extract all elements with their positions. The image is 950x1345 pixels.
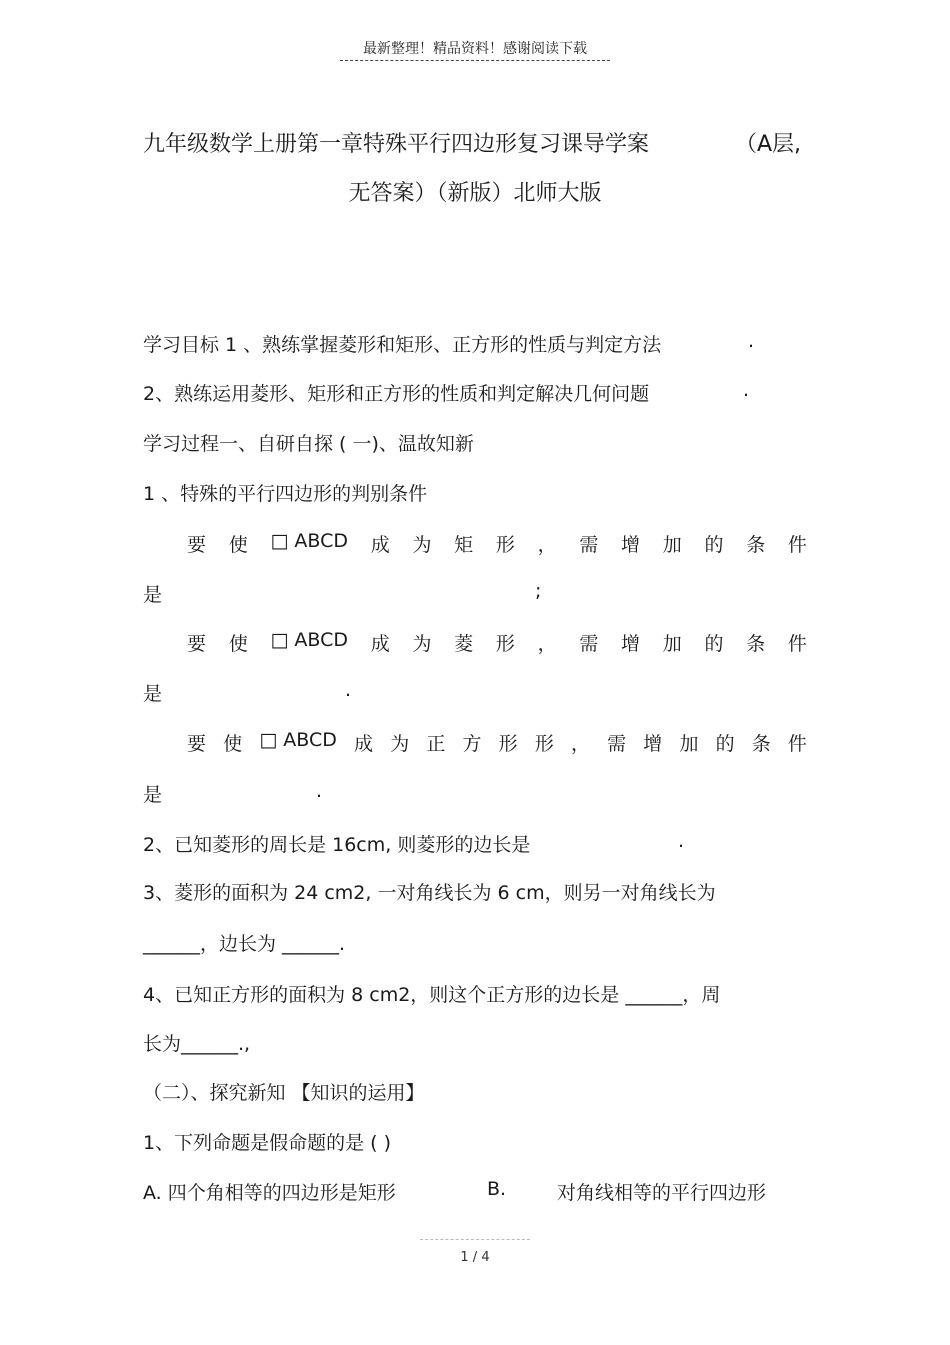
question-4: 4、已知正方形的面积为 8 cm2，则这个正方形的边长是 ______，周 bbox=[143, 984, 721, 1006]
goal-2-end: . bbox=[743, 379, 750, 401]
doc-title-line2: 无答案）（新版）北师大版 bbox=[348, 181, 602, 206]
goal-1: 学习目标 1 、熟练掌握菱形和矩形、正方形的性质与判定方法 bbox=[143, 334, 662, 356]
goal-2: 2、熟练运用菱形、矩形和正方形的性质和判定解决几何问题 bbox=[143, 383, 650, 405]
footer-divider bbox=[420, 1239, 530, 1240]
rect-condition-line: 要 使 □ ABCD 成 为 矩 形 ， 需 增 加 的 条 件 bbox=[187, 530, 807, 556]
item-1-heading: 1 、特殊的平行四边形的判别条件 bbox=[143, 483, 428, 505]
doc-title-line1: 九年级数学上册第一章特殊平行四边形复习课导学案 bbox=[143, 132, 650, 157]
page-number: 1 / 4 bbox=[460, 1250, 490, 1265]
question-3-blanks: ______，边长为 ______. bbox=[143, 933, 346, 955]
section-2-heading: （二）、探究新知 【知识的运用】 bbox=[143, 1082, 425, 1104]
mc-question-1: 1、下列命题是假命题的是 ( ) bbox=[143, 1132, 391, 1154]
goal-1-end: . bbox=[748, 330, 755, 352]
rhombus-condition-end: . bbox=[345, 679, 352, 701]
option-b-label: B. bbox=[487, 1178, 507, 1200]
square-condition-line: 要 使 □ ABCD 成 为 正 方 形 形 ， 需 增 加 的 条 件 bbox=[187, 729, 807, 755]
option-a: A. 四个角相等的四边形是矩形 bbox=[143, 1182, 396, 1204]
question-2: 2、已知菱形的周长是 16cm, 则菱形的边长是 bbox=[143, 834, 531, 856]
header-divider bbox=[340, 60, 610, 61]
rhombus-condition-line: 要 使 □ ABCD 成 为 菱 形 ， 需 增 加 的 条 件 bbox=[187, 629, 807, 655]
option-b-text: 对角线相等的平行四边形 bbox=[557, 1182, 767, 1204]
process-heading: 学习过程一、自研自探 ( 一)、温故知新 bbox=[143, 433, 474, 455]
question-4-cont: 长为______., bbox=[143, 1033, 251, 1055]
square-condition-end: . bbox=[316, 780, 323, 802]
page-header-banner: 最新整理！精品资料！感谢阅读下载 bbox=[363, 41, 587, 57]
rhombus-condition-is: 是 bbox=[143, 683, 163, 705]
rect-condition-end: ; bbox=[535, 580, 542, 602]
square-condition-is: 是 bbox=[143, 784, 163, 806]
question-3: 3、菱形的面积为 24 cm2, 一对角线长为 6 cm，则另一对角线长为 bbox=[143, 882, 716, 904]
rect-condition-is: 是 bbox=[143, 584, 163, 606]
question-2-end: . bbox=[678, 830, 685, 852]
doc-title-line1-tail: （A层, bbox=[735, 132, 802, 157]
